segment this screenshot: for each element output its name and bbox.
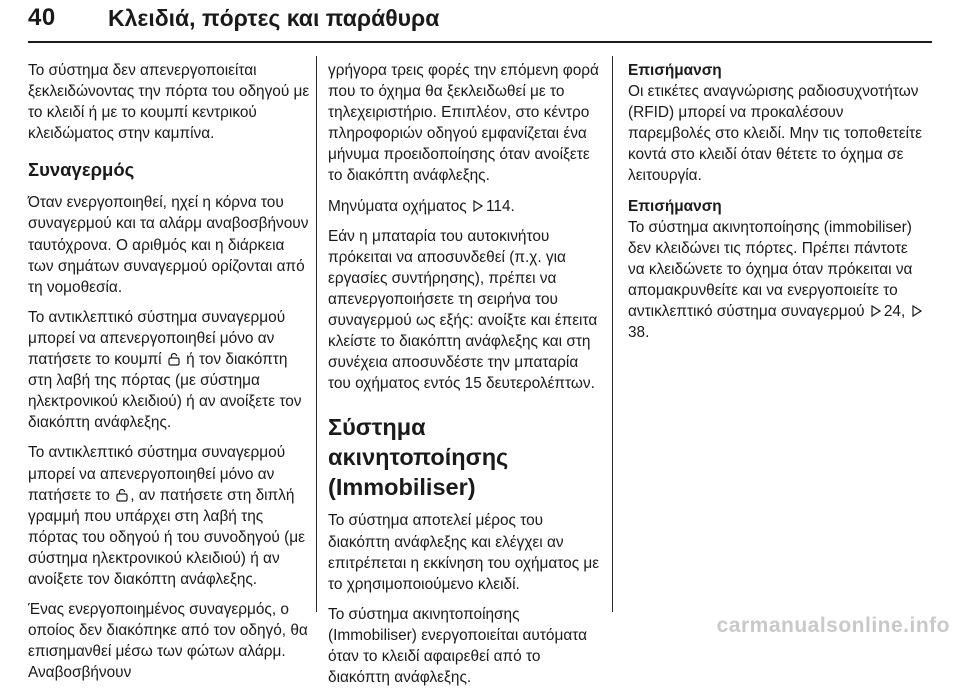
- cross-reference: [328, 196, 604, 217]
- paragraph-text: Το αντικλεπτικό σύστημα συναγερμού μπορεί να απενεργοποιηθεί μόνο αν πατήσετε το κουμπί: [28, 308, 286, 369]
- paragraph: [28, 442, 310, 590]
- page-header: [0, 0, 960, 44]
- chapter-title: Κλειδιά, πόρτες και παράθυρα: [108, 5, 440, 31]
- paragraph: Το σύστημα αποτελεί μέρος του διακόπτη ανάφλεξης και ελέγχει αν επιτρέπεται η εκκίνηση του οχήματος με το χρησιμοποιούμενο κλειδί.: [328, 512, 600, 593]
- column-3: [628, 60, 928, 352]
- note-box: [628, 60, 928, 187]
- xref-page[interactable]: 114.: [485, 197, 515, 215]
- paragraph-text: ή τον διακόπτη στη λαβή της πόρτας (με σύστημα ηλεκτρονικού κλειδιού) ή αν ανοίξετε τον διακόπτη ανάφλεξης.: [28, 351, 302, 432]
- page-reference-icon: [871, 305, 881, 317]
- note-title: Επισήμανση: [628, 197, 722, 215]
- page-reference-icon: [912, 305, 922, 317]
- paragraph: Το σύστημα δεν απενεργοποιείται ξεκλειδώνοντας την πόρτα του οδηγού με το κλειδί ή με το κουμπί κεντρικού κλειδώματος στην καμπίνα.: [28, 62, 310, 143]
- xref-page[interactable]: 38.: [628, 324, 650, 342]
- paragraph: Όταν ενεργοποιηθεί, ηχεί η κόρνα του συναγερμού και τα αλάρμ αναβοσβήνουν ταυτόχρονα. Ο αριθμός και η διάρκεια των σημάτων συναγερμού ορίζονται από τη νομοθεσία.: [28, 194, 309, 296]
- paragraph-text: , αν πατήσετε στη διπλή γραμμή που υπάρχει στη λαβή της πόρτας του οδηγού ή του συνοδηγού (με σύστημα ηλεκτρονικού κλειδιού) ή αν ανοίξετε τον διακόπτη ανάφλεξης.: [28, 486, 305, 588]
- watermark: carmanualsonline.info: [716, 614, 950, 637]
- subheading-alarm: Συναγερμός: [28, 159, 135, 181]
- paragraph: Το σύστημα ακινητοποίησης (Immobiliser) ενεργοποιείται αυτόματα όταν το κλειδί αφαιρεθεί από το διακόπτη ανάφλεξης.: [328, 605, 588, 687]
- unlock-icon: [116, 488, 128, 502]
- paragraph-text: Το αντικλεπτικό σύστημα συναγερμού μπορεί να απενεργοποιηθεί μόνο αν πατήσετε το: [28, 444, 286, 504]
- column-divider-1: [316, 56, 317, 612]
- column-1: [28, 60, 310, 692]
- paragraph: [28, 307, 310, 434]
- note-text: Το σύστημα ακινητοποίησης (immobiliser) δεν κλειδώνει τις πόρτες. Πρέπει πάντοτε να κλειδώνετε το όχημα όταν πρόκειται να απομακρυνθείτε και να ενεργοποιείτε το αντικλεπτικό σύστημα συναγερμού: [628, 218, 913, 321]
- paragraph: Ένας ενεργοποιημένος συναγερμός, ο οποίος δεν διακόπηκε από τον οδηγό, θα επισημανθεί μέσω των φώτων αλάρμ. Αναβοσβήνουν: [28, 601, 308, 682]
- section-heading-immobiliser: Σύστημα ακινητοποίησης (Immobiliser): [328, 414, 509, 501]
- xref-text: Μηνύματα οχήματος: [328, 197, 467, 215]
- header-divider: [28, 41, 932, 43]
- paragraph: γρήγορα τρεις φορές την επόμενη φορά που το όχημα θα ξεκλειδωθεί με το τηλεχειριστήριο. Επιπλέον, στο κέντρο πληροφοριών οδηγού εμφανίζεται ένα μήνυμα προειδοποίησης όταν ανοίξετε το διακόπτη ανάφλεξης.: [328, 62, 599, 185]
- unlock-icon: [168, 352, 180, 366]
- note-title: Επισήμανση: [628, 62, 722, 79]
- note-box: [628, 196, 928, 344]
- column-divider-2: [612, 56, 613, 612]
- column-2: [328, 60, 604, 697]
- note-text: Οι ετικέτες αναγνώρισης ραδιοσυχνοτήτων (RFID) μπορεί να προκαλέσουν παρεμβολές στο κλειδί. Μην τις τοποθετείτε κοντά στο κλειδί όταν θέτετε το όχημα σε λειτουργία.: [628, 83, 922, 185]
- paragraph: Εάν η μπαταρία του αυτοκινήτου πρόκειται να αποσυνδεθεί (π.χ. για εργασίες συντήρησης), πρέπει να απενεργοποιήσετε τη σειρήνα του συναγερμού ως εξής: ανοίξτε και έπειτα κλείστε το διακόπτη ανάφλεξης και στη συνέχεια αποσυνδέστε την μπαταρία του οχήματος εντός 15 δευτερολέπτων.: [328, 227, 598, 393]
- xref-page[interactable]: 24,: [883, 303, 906, 321]
- page-number: 40: [28, 4, 56, 31]
- page-reference-icon: [473, 200, 483, 212]
